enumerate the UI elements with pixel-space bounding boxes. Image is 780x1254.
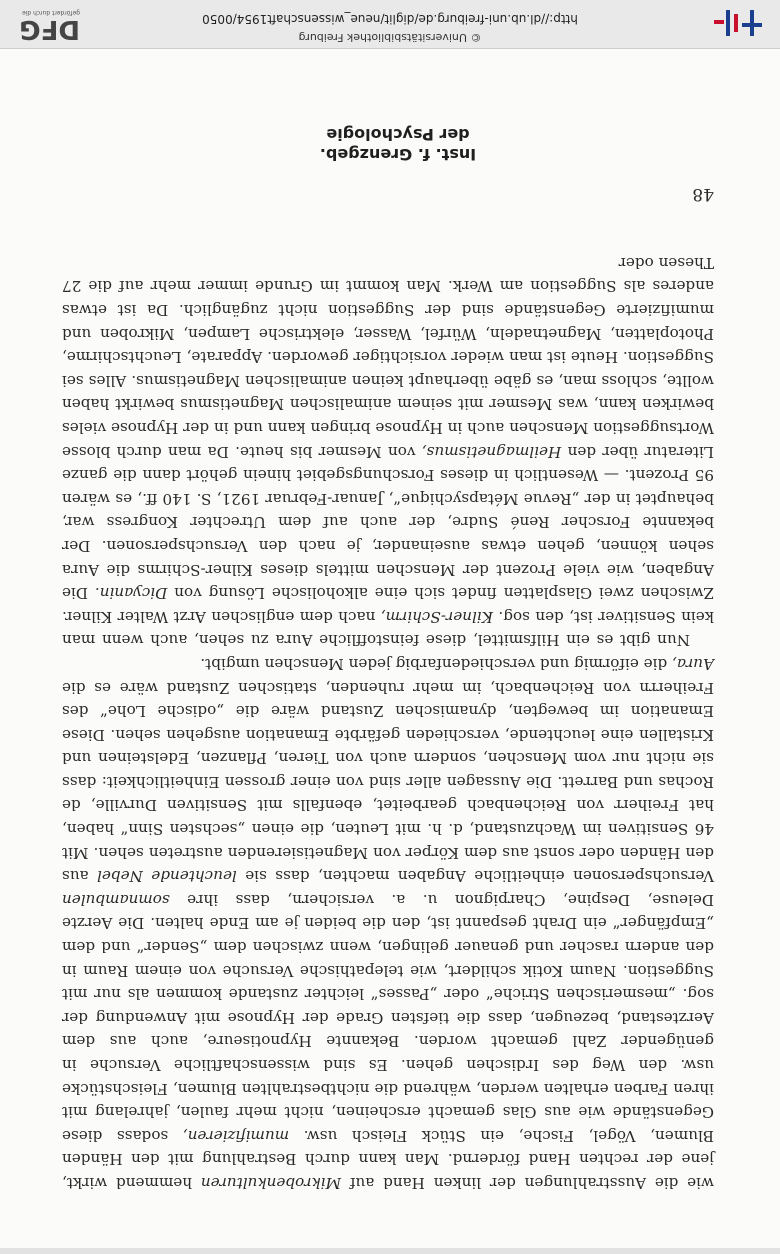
italic-term: Mikrobenkulturen xyxy=(200,1174,342,1192)
stamp-line-2: der Psychologie xyxy=(326,125,470,144)
italic-term: Dicyanin. xyxy=(94,584,168,603)
dfg-funding-note: gefördert durch die xyxy=(22,9,80,16)
paragraph-1: wie die Ausstrahlungen der linken Hand auf Mikrobenkulturen hemmend wirkt, jene der rechten Hand fördernd. Man kann durch Bestrahlung mit den Händen Blumen, Vögel, Fische, ein Stück Fleisch usw. mumifizieren, sodass diese Gegenstände wie aus Glas gemacht erscheinen, nicht mehr faulen, jahrelang mit ihren Farben erhalten werden, während die nichtbestrahlten Blumen, Fleischstücke usw. den Weg des Irdischen gehen. Es sind wissenschaftliche Versuche in genügender Zahl gemacht worden. Bekannte Hypnotiseure, auch aus dem Aerztestand, bezeugen, dass die tiefsten Grade der Hypnose mit Anwendung der sog. „mesmerischen Striche“ oder „Passes“ leichter zustande kommen als nur mit Suggestion. Naum Kotik schildert, wie telepathische Versuche von einem Raum in den andern rascher und genauer gelingen, wenn zwischen dem „Sender“ und dem „Empfänger“ ein Draht gespannt ist, den die beiden je am Ende halten. Die Aerzte Deleuse, Despine, Charpignon u. a. versichern, dass ihre somnambulen Versuchspersonen einheitliche Angaben machten, dass sie leuchtende Nebel aus den Händen oder sonst aus dem Körper von Magnetisierenden austreten sehen. Mit 46 Sensitiven im Wachzustand, d. h. mit Leuten, die einen „sechsten Sinn“ haben, hat Freiherr von Reichenbach gearbeitet, ebenfalls mit Sensitiven Durville, de Rochas und Barrett. Die Aussagen aller sind von einer grossen Einheitlichkeit: dass sie nicht nur vom Menschen, sondern auch von Tieren, Pflanzen, Edelsteinen und Kristallen eine leuchtende, verschieden gefärbte Emanation ausgehen sehen. Diese Emanation im bewegten, dynamischen Zustand wäre die „odische Lohe“ des Freiherrn von Reichenbach, im mehr ruhenden, statischen Zustand wäre es die Aura, die eiförmig und verschiedenfarbig jeden Menschen umgibt. xyxy=(61,654,714,1192)
book-page-text xyxy=(62,250,714,1194)
dfg-wordmark: DFG xyxy=(19,14,80,44)
italic-term: Heilmagnetismus, xyxy=(421,442,562,461)
italic-term: mumifizieren, xyxy=(182,1126,290,1145)
italic-term: Aura, xyxy=(672,654,714,673)
italic-term: leuchtende Nebel xyxy=(97,867,237,886)
dfg-logo[interactable] xyxy=(2,2,80,42)
page-number: 48 xyxy=(692,184,714,204)
library-stamp xyxy=(318,124,478,164)
bottom-scroll-strip xyxy=(0,1248,780,1254)
digitization-banner xyxy=(0,0,780,49)
italic-term: Kilner-Schirm, xyxy=(380,607,494,626)
italic-term: somnambulen xyxy=(62,890,170,909)
stamp-line-1: Inst. f. Grenzgeb. xyxy=(319,145,477,164)
permalink-url[interactable]: http://dl.ub.uni-freiburg.de/diglit/neue_wissenschaft1954/0050 xyxy=(202,12,578,26)
copyright-notice: © Universitätsbibliothek Freiburg xyxy=(298,31,482,44)
paragraph-2: Nun gibt es ein Hilfsmittel, diese feinstoffliche Aura zu sehen, auch wenn man kein Sensitiver ist, den sog. Kilner-Schirm, nach dem englischen Arzt Walter Kilner. Zwischen zwei Glasplatten findet sich eine alkoholische Lösung von Dicyanin. Die Angaben, wie viele Prozent der Menschen mittels dieses Kilner-Schirms die Aura sehen können, gehen etwas auseinander, je nach den Versuchspersonen. Der bekannte Forscher René Sudre, der auch auf dem Utrechter Kongress war, behauptet in der „Revue Métapsychique“, Januar-Februar 1921, S. 140 ff., es wären 95 Prozent. — Wesentlich in dieses Forschungsgebiet hinein gehört dann die ganze Literatur über den Heilmagnetismus, von Mesmer bis heute. Da man durch blosse Wortsuggestion Menschen auch in Hypnose bringen kann und in der Hypnose vieles bewirken kann, was Mesmer mit seinem animalischen Magnetismus bewirkt haben wollte, schloss man, es gäbe überhaupt keinen animalischen Magnetismus. Alles sei Suggestion. Heute ist man wieder vorsichtiger geworden. Apparate, Leuchtschirme, Photoplatten, Magnetnadeln, Würfel, Wasser, elektrische Lampen, Mikroben und mumifizierte Gegenstände sind der Suggestion nicht zugänglich. Da ist etwas anderes als Suggestion am Werk. Man kommt im Grunde immer mehr auf die 27 Thesen oder xyxy=(62,253,714,650)
